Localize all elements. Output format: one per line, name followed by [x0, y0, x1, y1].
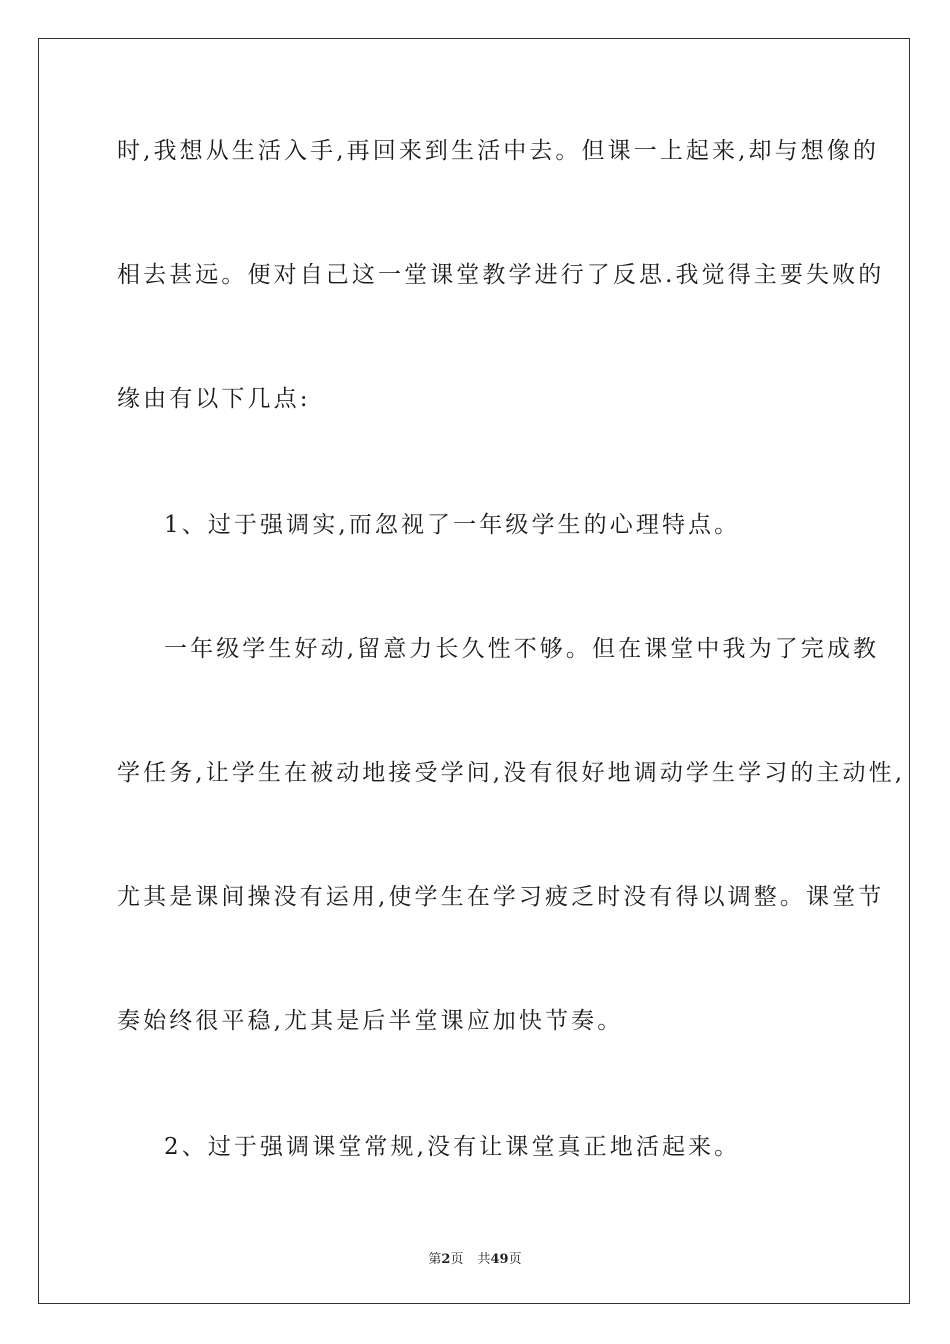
- body-text-line-6: 学任务,让学生在被动地接受学问,没有很好地调动学生学习的主动性,: [117, 760, 906, 786]
- list-item-2-heading: 2、过于强调课堂常规,没有让课堂真正地活起来。: [164, 1134, 741, 1160]
- body-text-line-5: 一年级学生好动,留意力长久性不够。但在课堂中我为了完成教: [164, 636, 880, 662]
- total-pages: 49: [490, 1252, 509, 1267]
- page-suffix: 页: [450, 1252, 464, 1267]
- list-item-1-heading: 1、过于强调实,而忽视了一年级学生的心理特点。: [164, 512, 741, 538]
- page-footer: [0, 1248, 950, 1267]
- body-text-line-8: 奏始终很平稳,尤其是后半堂课应加快节奏。: [117, 1008, 624, 1034]
- page-prefix: 第: [428, 1252, 442, 1267]
- body-text-line-7: 尤其是课间操没有运用,使学生在学习疲乏时没有得以调整。课堂节: [117, 884, 885, 910]
- body-text-line-3: 缘由有以下几点:: [117, 386, 311, 412]
- page-border: [38, 38, 910, 1304]
- body-text-line-2: 相去甚远。便对自己这一堂课堂教学进行了反思.我觉得主要失败的: [117, 262, 885, 288]
- page-number: 2: [441, 1252, 451, 1267]
- total-suffix: 页: [508, 1252, 522, 1267]
- total-prefix: 共: [477, 1252, 491, 1267]
- body-text-line-1: 时,我想从生活入手,再回来到生活中去。但课一上起来,却与想像的: [117, 138, 880, 164]
